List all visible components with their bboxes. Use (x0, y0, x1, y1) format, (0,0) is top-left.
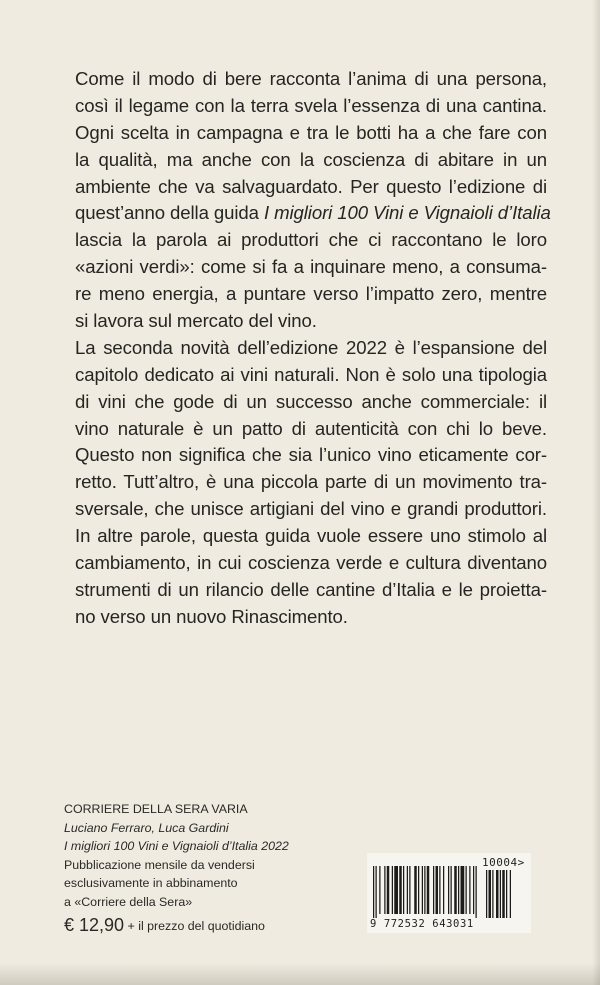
book-title: I migliori 100 Vini e Vignaioli d’Italia 2022 (64, 839, 289, 854)
barcode-addon-bar (506, 870, 507, 918)
barcode-bar (409, 866, 410, 914)
barcode-addon-number: 10004> (482, 856, 525, 869)
barcode-bar (427, 866, 430, 914)
text-line: «azioni verdi»: come si fa a inquinare meno, a consuma- (75, 256, 547, 278)
text-line: la qualità, ma anche con la coscienza di abitare in un (75, 148, 547, 170)
barcode-bar (387, 866, 390, 914)
barcode-bar (384, 866, 385, 914)
barcode-addon-bar (492, 870, 493, 918)
barcode-bar (461, 866, 465, 914)
barcode-bar (424, 866, 425, 914)
barcode-bar (407, 866, 408, 914)
authors: Luciano Ferraro, Luca Gardini (64, 820, 229, 835)
barcode-bar (414, 866, 417, 914)
barcode-bar (399, 866, 402, 914)
barcode-bar (373, 866, 374, 918)
text-line: capitolo dedicato ai vini naturali. Non è solo una tipologia (75, 363, 547, 385)
barcode-bar (422, 866, 423, 914)
text-line: strumenti di un rilancio delle cantine d’Italia e le proietta- (75, 578, 547, 600)
publication-note: a «Corriere della Sera» (64, 894, 193, 909)
text-line: no verso un nuovo Rinascimento. (75, 605, 348, 627)
barcode-bar (466, 866, 467, 914)
text-line: vino naturale è un patto di autenticità con chi lo beve. (75, 417, 547, 439)
barcode-bar (379, 866, 380, 914)
text-line: sversale, che unisce artigiani del vino e grandi produttori. (75, 498, 547, 520)
barcode-bar (473, 866, 474, 914)
text-line: Questo non significa che sia l’unico vino eticamente cor- (75, 444, 547, 466)
text-line: re meno energia, a puntare verso l’impatto zero, mentre (75, 283, 547, 305)
price-note: + il prezzo del quotidiano (127, 918, 265, 933)
barcode-bar (448, 866, 449, 914)
barcode-bar (436, 866, 439, 914)
price-row (64, 916, 384, 936)
text-line: ambiente che va salvaguardato. Per questo l’edizione di (75, 175, 547, 197)
barcode-bar (418, 866, 419, 914)
text-line: In altre parole, questa guida vuole essere uno stimolo al (75, 525, 547, 547)
barcode-addon-bar (502, 870, 505, 918)
barcode-bar (403, 866, 404, 914)
barcode-addon-bar (496, 870, 499, 918)
barcode-bar (439, 866, 440, 914)
barcode-bar (476, 866, 477, 918)
text-line: quest’anno della guida I migliori 100 Vini e Vignaioli d’Italia (75, 202, 551, 224)
barcode-bar (443, 866, 444, 914)
series-name: CORRIERE DELLA SERA VARIA (64, 802, 248, 816)
barcode-addon-bar (489, 870, 492, 918)
barcode-bar (394, 866, 398, 914)
barcode-bar (376, 866, 377, 918)
text-line: di vini che gode di un successo anche commerciale: il (75, 390, 547, 412)
guide-title-italic: I migliori 100 Vini e Vignaioli d’Italia (263, 202, 551, 224)
text-line: Come il modo di bere racconta l’anima di una persona, (75, 68, 547, 89)
barcode-bar (458, 866, 459, 914)
text-line: retto. Tutt’altro, è una piccola parte di un movimento tra- (75, 471, 547, 493)
text-line: lascia la parola ai produttori che ci raccontano le loro (75, 229, 547, 251)
barcode-bar (454, 866, 457, 914)
barcode-number: 9 772532 643031 (370, 918, 474, 930)
barcode-addon-bar (486, 870, 487, 918)
back-cover-blurb (75, 66, 551, 631)
publication-note: Pubblicazione mensile da vendersi (64, 857, 255, 872)
colophon (64, 800, 384, 935)
barcode-bar (469, 866, 470, 914)
page-bottom-shadow (0, 963, 600, 985)
barcode (367, 853, 531, 933)
barcode-bar (392, 866, 393, 914)
barcode-bar (433, 866, 434, 914)
text-line: cambiamento, in cui coscienza verde e cultura diventano (75, 552, 547, 574)
text-line: Ogni scelta in campagna e tra le botti ha a che fare con (75, 121, 547, 143)
barcode-addon-bar (500, 870, 501, 918)
page-edge-shadow (592, 0, 600, 985)
publication-note: esclusivamente in abbinamento (64, 876, 238, 891)
barcode-bars (373, 866, 525, 918)
text-line: si lavora sul mercato del vino. (75, 310, 317, 332)
price: € 12,90 (64, 914, 125, 935)
barcode-addon-bar (510, 870, 511, 918)
text-line: La seconda novità dell’edizione 2022 è l’espansione del (75, 336, 547, 358)
text-line: così il legame con la terra svela l’essenza di una cantina. (75, 94, 547, 116)
barcode-bar (451, 866, 452, 914)
